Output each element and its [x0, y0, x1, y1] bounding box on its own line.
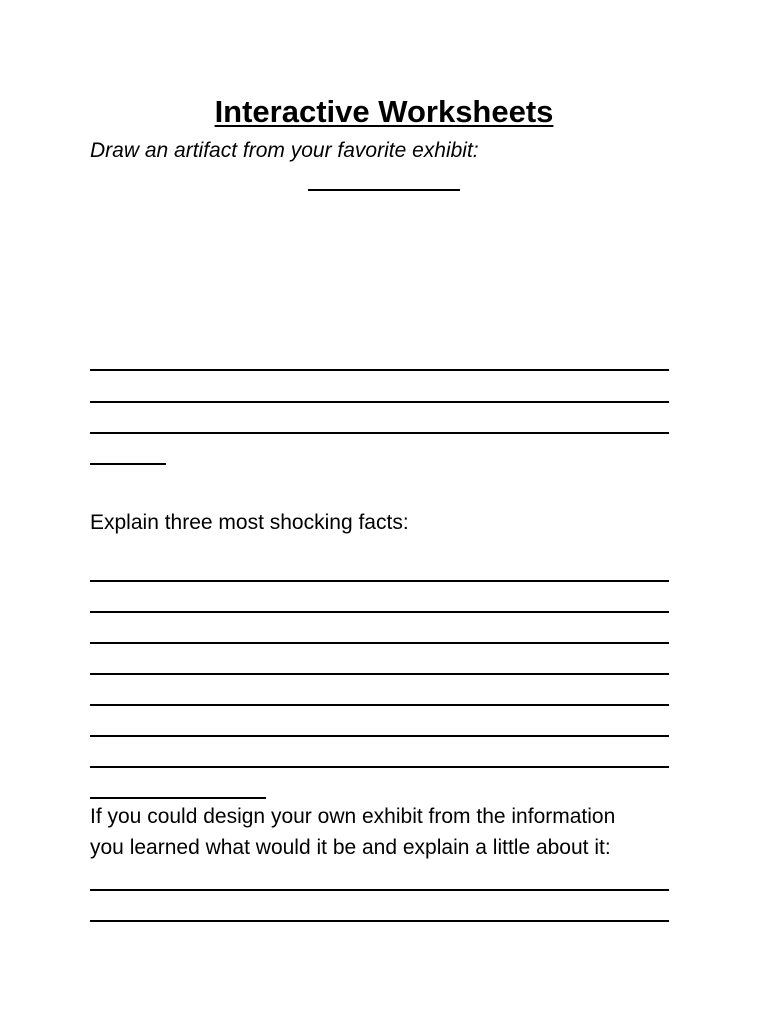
answer-line[interactable] — [90, 432, 669, 434]
answer-line[interactable] — [90, 673, 669, 675]
answer-line[interactable] — [90, 611, 669, 613]
answer-line[interactable] — [90, 704, 669, 706]
answer-line[interactable] — [90, 920, 669, 922]
worksheet-title: Interactive Worksheets — [214, 94, 554, 129]
answer-line[interactable] — [90, 735, 669, 737]
answer-line-short[interactable] — [90, 797, 266, 799]
design-exhibit-prompt-line2: you learned what would it be and explain a little about it: — [90, 836, 611, 859]
answer-line[interactable] — [90, 642, 669, 644]
answer-line[interactable] — [90, 401, 669, 403]
shocking-facts-prompt: Explain three most shocking facts: — [90, 511, 409, 534]
draw-artifact-prompt: Draw an artifact from your favorite exhibit: — [90, 139, 479, 162]
answer-line[interactable] — [90, 369, 669, 371]
exhibit-name-blank[interactable] — [308, 189, 460, 191]
answer-line[interactable] — [90, 766, 669, 768]
answer-line[interactable] — [90, 889, 669, 891]
design-exhibit-prompt-line1: If you could design your own exhibit from the information — [90, 805, 616, 828]
answer-line[interactable] — [90, 580, 669, 582]
answer-line-short[interactable] — [90, 463, 166, 465]
